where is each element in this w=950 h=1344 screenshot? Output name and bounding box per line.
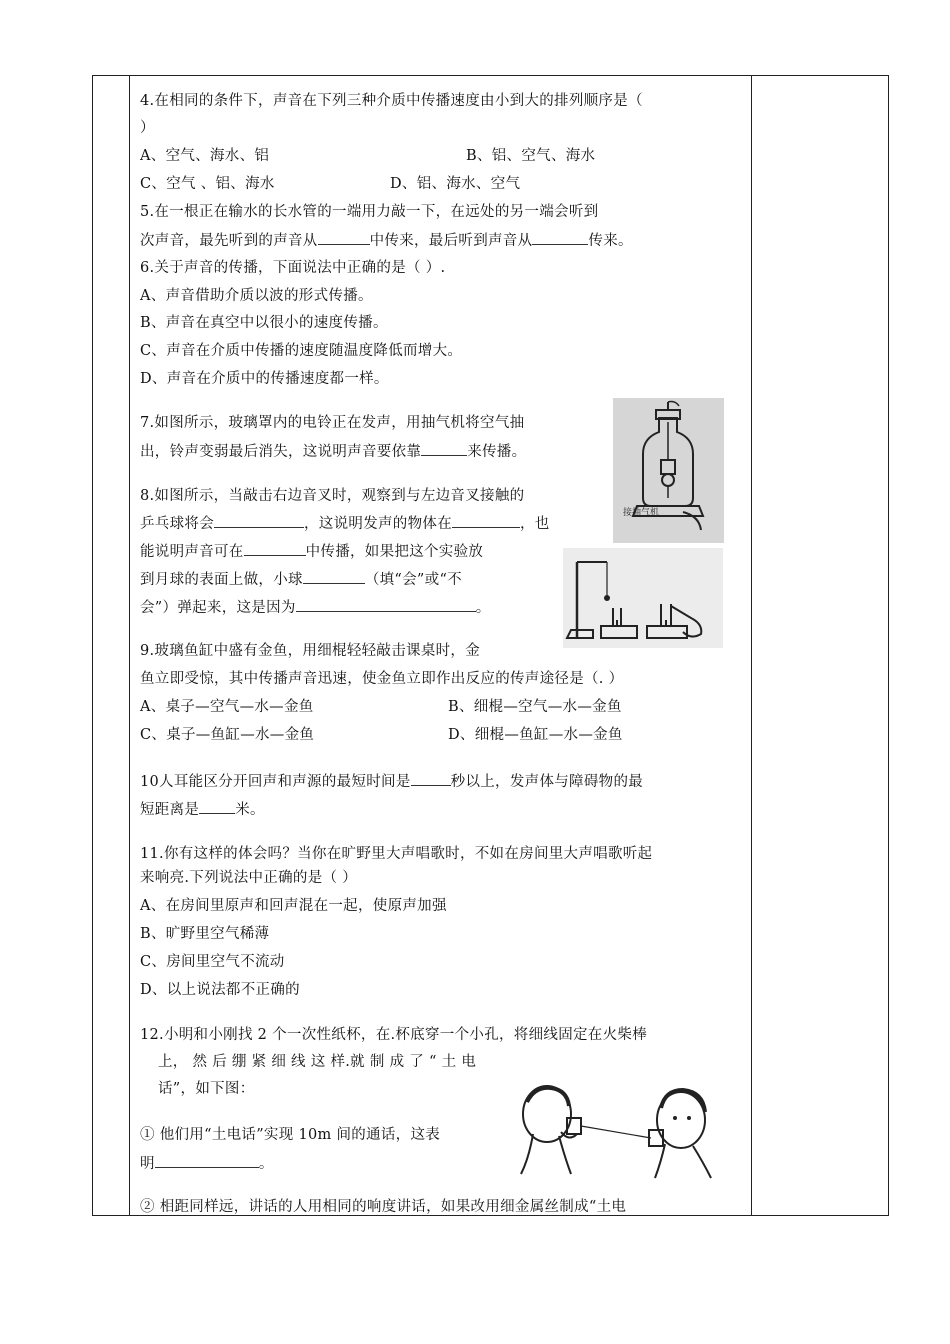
q12-line2: 上， 然 后 绷 紧 细 线 这 样.就 制 成 了 “ 土 电	[158, 1054, 477, 1070]
table-divider	[751, 76, 752, 1215]
q4-option-c: C、空气 、铝、海水	[140, 176, 275, 192]
q10-line2: 短距离是 米。	[140, 799, 265, 820]
answer-blank	[421, 441, 467, 456]
figure-caption: 接抽气机	[623, 508, 660, 518]
q4-stem: 4.在相同的条件下，声音在下列三种介质中传播速度由小到大的排列顺序是（	[140, 93, 643, 109]
table-divider	[129, 76, 130, 1215]
q10-line1: 10人耳能区分开回声和声源的最短时间是 秒以上，发声体与障碍物的最	[140, 771, 643, 792]
q6-option-d: D、声音在介质中的传播速度都一样。	[140, 371, 389, 387]
q12-sub2-line1: ② 相距同样远，讲话的人用相同的响度讲话，如果改用细金属丝制成“土电	[140, 1199, 627, 1215]
q6-option-a: A、声音借助介质以波的形式传播。	[140, 288, 373, 304]
q4-option-a: A、空气、海水、铝	[140, 148, 270, 164]
answer-blank	[532, 230, 588, 245]
q11-option-c: C、房间里空气不流动	[140, 954, 285, 970]
answer-blank	[155, 1153, 259, 1168]
bell-jar-figure	[613, 398, 724, 543]
q9-line1: 9.玻璃鱼缸中盛有金鱼，用细棍轻轻敲击课桌时，金	[140, 643, 481, 659]
q12-sub1-line2: 明 。	[140, 1153, 274, 1174]
q12-line3: 话”，如下图：	[158, 1081, 255, 1097]
q8-line2: 乒乓球将会 ，这说明发声的物体在 ，也	[140, 513, 550, 534]
tuning-fork-figure	[563, 548, 723, 648]
answer-blank	[318, 230, 370, 245]
q4-option-d: D、铝、海水、空气	[390, 176, 521, 192]
q8-line4: 到月球的表面上做，小球 （填“会”或“不	[140, 569, 462, 590]
q7-line1: 7.如图所示，玻璃罩内的电铃正在发声，用抽气机将空气抽	[140, 415, 525, 431]
q9-option-c: C、桌子—鱼缸—水—金鱼	[140, 727, 315, 743]
tuning-fork-diagram	[563, 548, 723, 648]
q5-line2: 次声音，最先听到的声音从 中传来，最后听到声音从 传来。	[140, 230, 633, 251]
q9-option-a: A、桌子—空气—水—金鱼	[140, 699, 314, 715]
q8-line1: 8.如图所示，当敲击右边音叉时，观察到与左边音叉接触的	[140, 488, 525, 504]
q12-line1: 12.小明和小刚找 2 个一次性纸杯，在.杯底穿一个小孔，将细线固定在火柴棒	[140, 1027, 648, 1043]
q6-option-b: B、声音在真空中以很小的速度传播。	[140, 315, 388, 331]
q9-line2: 鱼立即受惊，其中传播声音迅速，使金鱼立即作出反应的传声途径是（. ）	[140, 671, 624, 687]
q11-line1: 11.你有这样的体会吗？当你在旷野里大声唱歌时，不如在房间里大声唱歌听起	[140, 846, 653, 862]
q11-option-a: A、在房间里原声和回声混在一起，使原声加强	[140, 898, 447, 914]
string-telephone-figure	[515, 1078, 719, 1182]
answer-blank	[411, 771, 451, 786]
answer-blank	[452, 513, 520, 528]
q4-paren: ）	[140, 120, 155, 136]
q12-sub1-line1: ① 他们用“土电话”实现 10m 间的通话，这表	[140, 1127, 441, 1143]
answer-blank	[244, 541, 306, 556]
answer-blank	[199, 799, 235, 814]
answer-blank	[214, 513, 304, 528]
q8-line3: 能说明声音可在 中传播，如果把这个实验放	[140, 541, 483, 562]
q6-stem: 6.关于声音的传播，下面说法中正确的是（ ）.	[140, 260, 446, 276]
answer-blank	[296, 597, 476, 612]
bell-jar-diagram	[613, 398, 724, 543]
q9-option-d: D、细棍—鱼缸—水—金鱼	[448, 727, 623, 743]
string-telephone-diagram	[515, 1078, 719, 1182]
q6-option-c: C、声音在介质中传播的速度随温度降低而增大。	[140, 343, 463, 359]
q5-line1: 5.在一根正在输水的长水管的一端用力敲一下，在远处的另一端会听到	[140, 204, 599, 220]
q7-line2: 出，铃声变弱最后消失，这说明声音要依靠 来传播。	[140, 441, 526, 462]
answer-blank	[303, 569, 365, 584]
q8-line5: 会”）弹起来，这是因为 。	[140, 597, 491, 618]
q11-option-b: B、旷野里空气稀薄	[140, 926, 270, 942]
q4-option-b: B、铝、空气、海水	[466, 148, 596, 164]
q11-option-d: D、以上说法都不正确的	[140, 982, 300, 998]
q9-option-b: B、细棍—空气—水—金鱼	[448, 699, 622, 715]
q11-line2: 来响亮.下列说法中正确的是（ ）	[140, 870, 358, 886]
